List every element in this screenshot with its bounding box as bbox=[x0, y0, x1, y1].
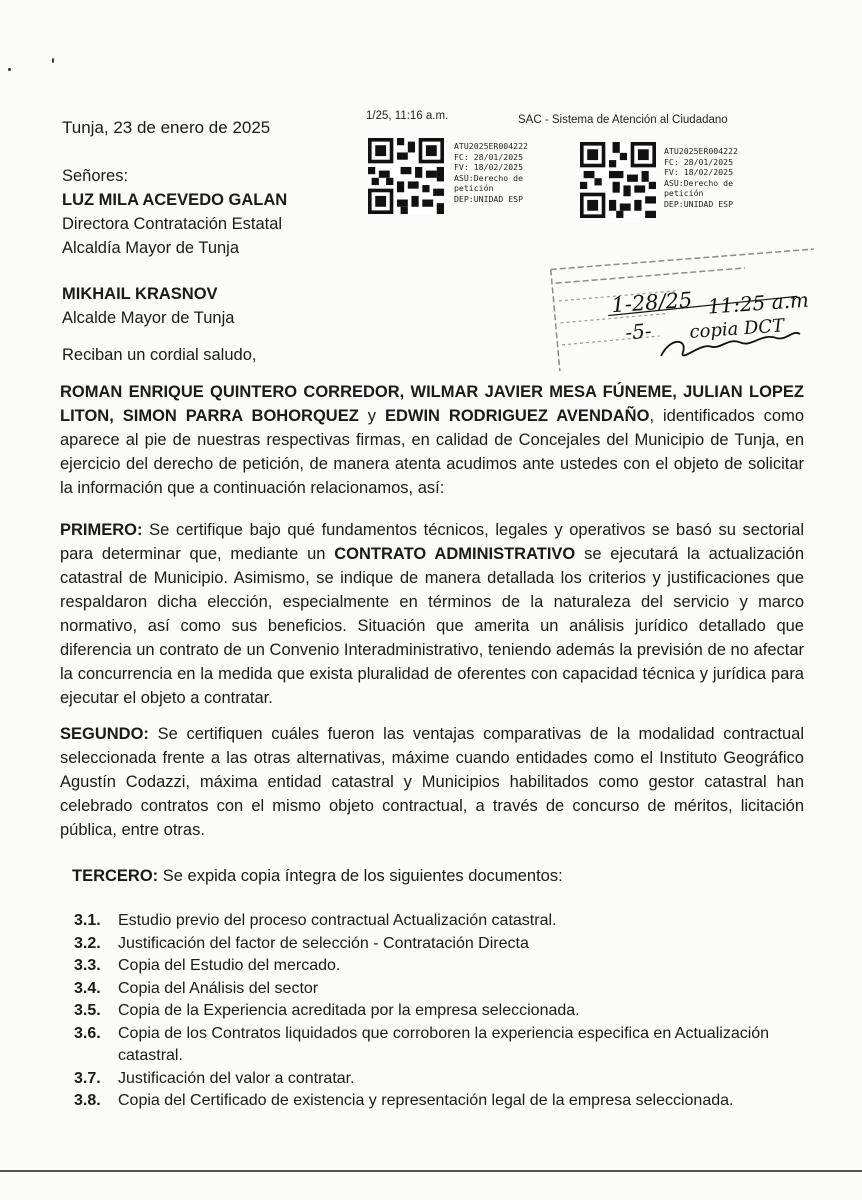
intro-paragraph bbox=[60, 380, 804, 500]
received-date: 1-28/25 bbox=[610, 287, 694, 318]
recipient-2-role: Alcalde Mayor de Tunja bbox=[62, 309, 235, 327]
intro-conjunction: y bbox=[358, 407, 385, 425]
signature-icon bbox=[544, 242, 832, 379]
qr-code-icon bbox=[368, 138, 444, 214]
list-item: 3.8. Copia del Certificado de existencia y representación legal de la empresa seleccionada. bbox=[74, 1092, 734, 1109]
received-count: -5- bbox=[624, 318, 653, 345]
primero-paragraph bbox=[60, 518, 804, 710]
greeting: Reciban un cordial saludo, bbox=[62, 346, 257, 364]
list-item: 3.6. Copia de los Contratos liquidados que corroboren la experiencia especifica en Actualización catastral. bbox=[74, 1024, 770, 1064]
primero-label: PRIMERO: bbox=[60, 521, 143, 539]
scan-speck bbox=[8, 68, 11, 71]
stamp-system: SAC - Sistema de Atención al Ciudadano bbox=[518, 114, 728, 126]
petitioner-last-name: EDWIN RODRIGUEZ AVENDAÑO bbox=[384, 407, 650, 425]
stamp-time: 1/25, 11:16 a.m. bbox=[366, 110, 449, 122]
recipient-1-role: Directora Contratación Estatal bbox=[62, 215, 283, 233]
qr-meta-1: ATU2025ER004222 FC: 28/01/2025 FV: 18/02/2025 ASU:Derecho de petición DEP:UNIDAD ESP bbox=[454, 141, 528, 204]
qr-meta-2: ATU2025ER004222 FC: 28/01/2025 FV: 18/02/2025 ASU:Derecho de petición DEP:UNIDAD ESP bbox=[664, 146, 738, 209]
received-note: copia DCT bbox=[688, 315, 785, 343]
list-item: 3.5. Copia de la Experiencia acreditada por la empresa seleccionada. bbox=[74, 1002, 580, 1019]
segundo-text: Se certifiquen cuáles fueron las ventajas comparativas de la modalidad contractual seleccionada frente a las otras alternativas, máxime cuando entidades como el Instituto Geográfico Agustín Codazzi, máxima entidad catastral y Municipios habilitados como gestor catastral han celebrado contratos con el mismo objeto contractual, a través de concurso de méritos, licitación pública, entre otras. bbox=[60, 725, 804, 839]
segundo-paragraph bbox=[60, 722, 804, 842]
recipient-block bbox=[62, 164, 287, 260]
tercero-paragraph bbox=[60, 864, 804, 888]
received-time: 11:25 a.m bbox=[706, 287, 810, 319]
tercero-text: Se expida copia íntegra de los siguientes documentos: bbox=[158, 867, 563, 885]
recipient-1-name: LUZ MILA ACEVEDO GALAN bbox=[62, 191, 288, 209]
qr-stamp-1 bbox=[368, 138, 444, 219]
salutation: Señores: bbox=[62, 167, 129, 185]
scan-speck bbox=[52, 58, 54, 63]
list-item: 3.3. Copia del Estudio del mercado. bbox=[74, 957, 341, 974]
documents-list bbox=[74, 910, 814, 1113]
petitioner-names: ROMAN ENRIQUE QUINTERO CORREDOR, WILMAR JAVIER MESA FÚNEME, JULIAN LOPEZ LITON, SIMON PARRA BOHORQUEZ bbox=[60, 383, 804, 425]
recipient-2-block bbox=[62, 282, 234, 330]
primero-bold: CONTRATO ADMINISTRATIVO bbox=[334, 545, 576, 563]
qr-code-icon bbox=[580, 142, 656, 218]
primero-text-b: se ejecutará la actualización catastral de Municipio. Asimismo, se indique de manera detallada los criterios y justificaciones que respaldaron dicha elección, especialmente en términos de la naturaleza del servicio y marco normativo, así como sus beneficios. Situación que amerita un análisis jurídico detallado que diferencia un contrato de un Convenio Interadministrativo, teniendo además la previsión de no afectar la concurrencia en la medida que exista pluralidad de oferentes con capacidad técnica y jurídica para ejecutar el objeto a contratar. bbox=[60, 545, 805, 707]
recipient-1-org: Alcaldía Mayor de Tunja bbox=[62, 239, 240, 257]
list-item: 3.7. Justificación del valor a contratar. bbox=[74, 1069, 355, 1087]
received-stamp bbox=[544, 242, 832, 379]
list-item: 3.4. Copia del Análisis del sector bbox=[74, 979, 319, 997]
list-item: 3.1. Estudio previo del proceso contractual Actualización catastral. bbox=[74, 912, 557, 929]
primero-text-a: Se certifique bajo qué fundamentos técnicos, legales y operativos se basó su sectorial para determinar que, mediante un bbox=[60, 521, 804, 563]
segundo-label: SEGUNDO: bbox=[60, 725, 149, 743]
tercero-label: TERCERO: bbox=[72, 867, 159, 885]
qr-stamp-2 bbox=[580, 142, 656, 223]
page-bottom-rule bbox=[0, 1170, 862, 1172]
place-date: Tunja, 23 de enero de 2025 bbox=[62, 118, 271, 137]
list-item: 3.2. Justificación del factor de selección - Contratación Directa bbox=[74, 934, 529, 952]
intro-text: , identificados como aparece al pie de nuestras respectivas firmas, en calidad de Concejales del Municipio de Tunja, en ejercicio del derecho de petición, de manera atenta acudimos ante ustedes con el objeto de solicitar la información que a continuación relacionamos, así: bbox=[60, 407, 804, 497]
recipient-2-name: MIKHAIL KRASNOV bbox=[62, 285, 218, 303]
